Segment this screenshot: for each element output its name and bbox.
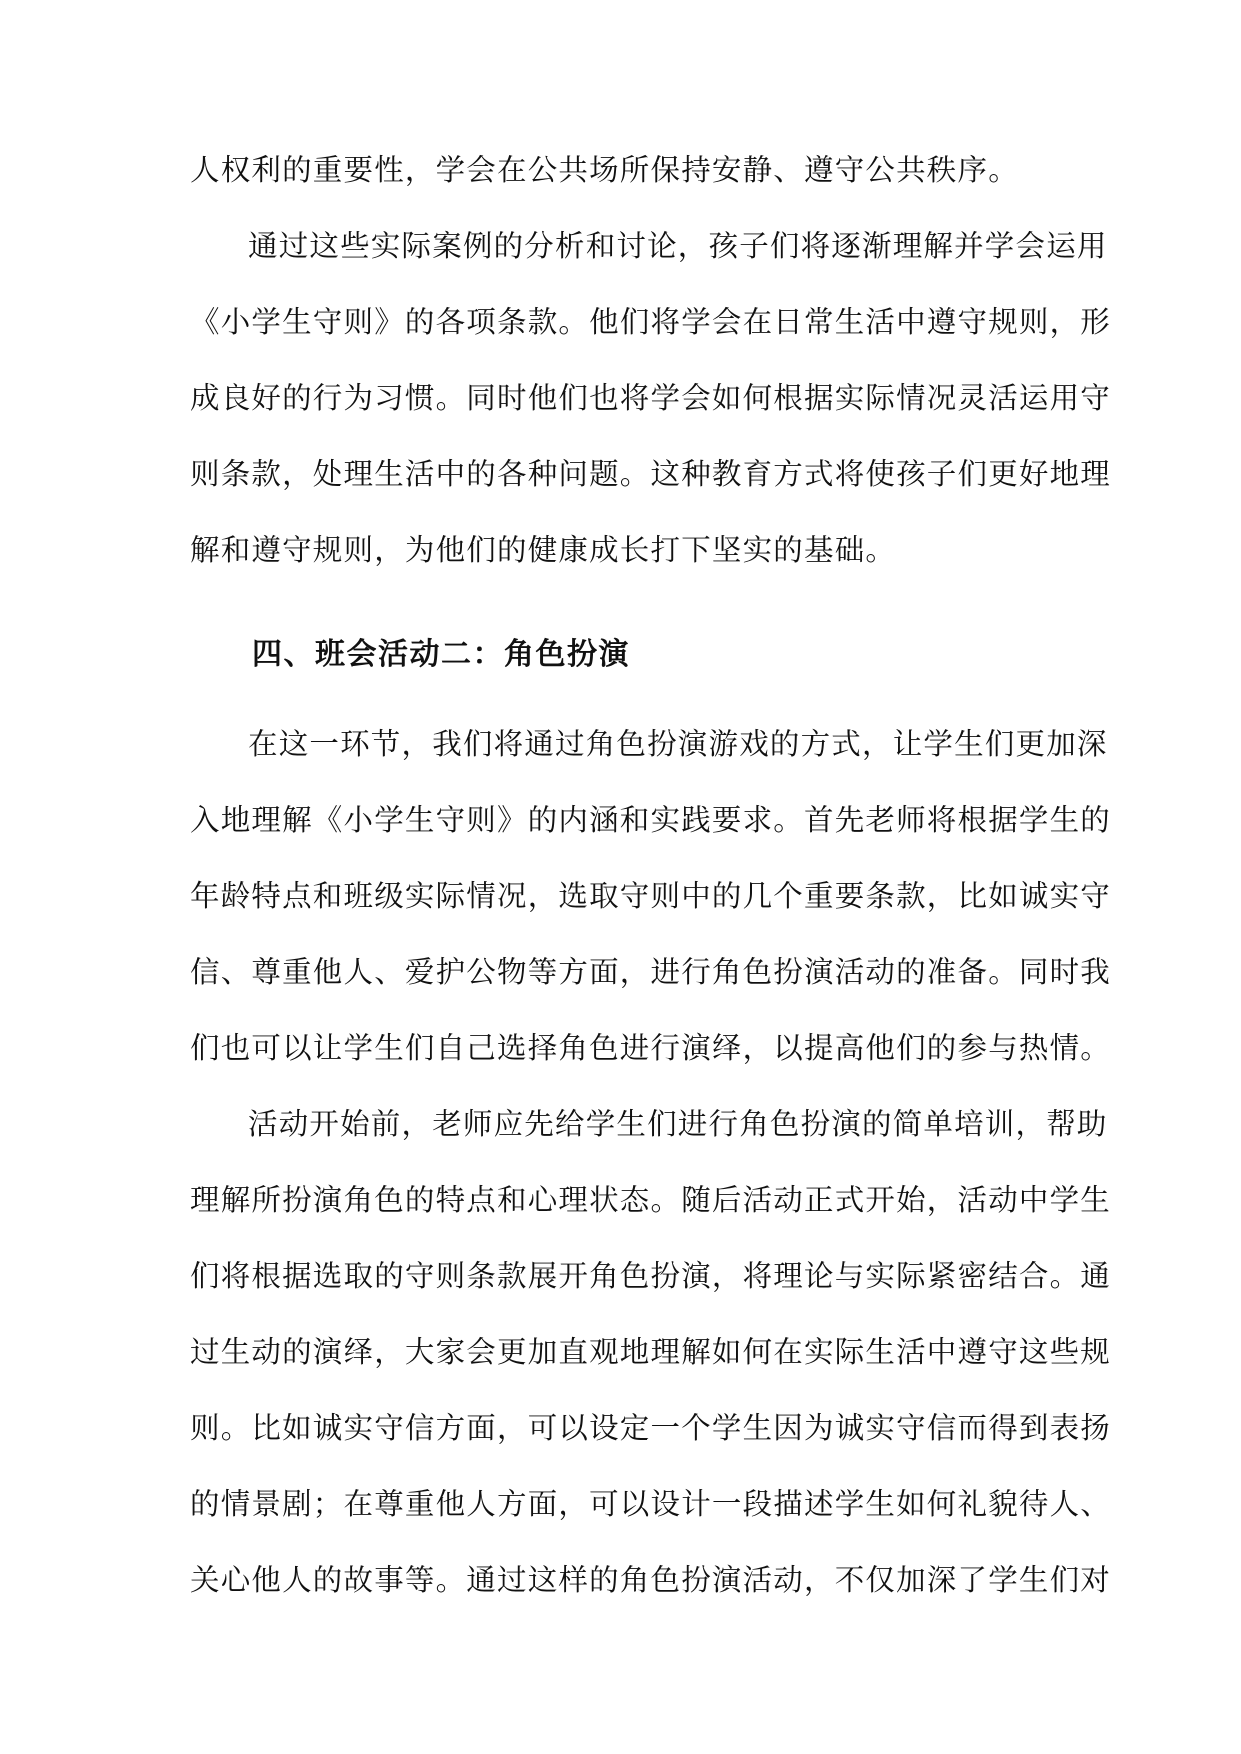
paragraph-2-line-3: 成良好的行为习惯。同时他们也将学会如何根据实际情况灵活运用守 bbox=[190, 381, 1112, 415]
paragraph-1-line-1: 人权利的重要性，学会在公共场所保持安静、遵守公共秩序。 bbox=[190, 153, 1019, 187]
paragraph-4-line-1: 活动开始前，老师应先给学生们进行角色扮演的简单培训，帮助 bbox=[248, 1107, 1108, 1141]
paragraph-2-line-4: 则条款，处理生活中的各种问题。这种教育方式将使孩子们更好地理 bbox=[190, 457, 1112, 491]
paragraph-3-line-4: 信、尊重他人、爱护公物等方面，进行角色扮演活动的准备。同时我 bbox=[190, 955, 1112, 989]
paragraph-4-line-3: 们将根据选取的守则条款展开角色扮演，将理论与实际紧密结合。通 bbox=[190, 1259, 1112, 1293]
paragraph-4-line-5: 则。比如诚实守信方面，可以设定一个学生因为诚实守信而得到表扬 bbox=[190, 1411, 1112, 1445]
paragraph-4-line-7: 关心他人的故事等。通过这样的角色扮演活动，不仅加深了学生们对 bbox=[190, 1563, 1112, 1597]
paragraph-2-line-1: 通过这些实际案例的分析和讨论，孩子们将逐渐理解并学会运用 bbox=[248, 229, 1108, 263]
paragraph-3-line-3: 年龄特点和班级实际情况，选取守则中的几个重要条款，比如诚实守 bbox=[190, 879, 1112, 913]
paragraph-3-line-5: 们也可以让学生们自己选择角色进行演绎，以提高他们的参与热情。 bbox=[190, 1031, 1112, 1065]
paragraph-3-line-2: 入地理解《小学生守则》的内涵和实践要求。首先老师将根据学生的 bbox=[190, 803, 1112, 837]
section-heading: 四、班会活动二：角色扮演 bbox=[252, 637, 630, 672]
paragraph-4-line-4: 过生动的演绎，大家会更加直观地理解如何在实际生活中遵守这些规 bbox=[190, 1335, 1112, 1369]
paragraph-2-line-2: 《小学生守则》的各项条款。他们将学会在日常生活中遵守规则，形 bbox=[190, 305, 1112, 339]
paragraph-4-line-6: 的情景剧；在尊重他人方面，可以设计一段描述学生如何礼貌待人、 bbox=[190, 1487, 1112, 1521]
paragraph-2-line-5: 解和遵守规则，为他们的健康成长打下坚实的基础。 bbox=[190, 533, 897, 567]
paragraph-4-line-2: 理解所扮演角色的特点和心理状态。随后活动正式开始，活动中学生 bbox=[190, 1183, 1112, 1217]
paragraph-3-line-1: 在这一环节，我们将通过角色扮演游戏的方式，让学生们更加深 bbox=[248, 727, 1108, 761]
